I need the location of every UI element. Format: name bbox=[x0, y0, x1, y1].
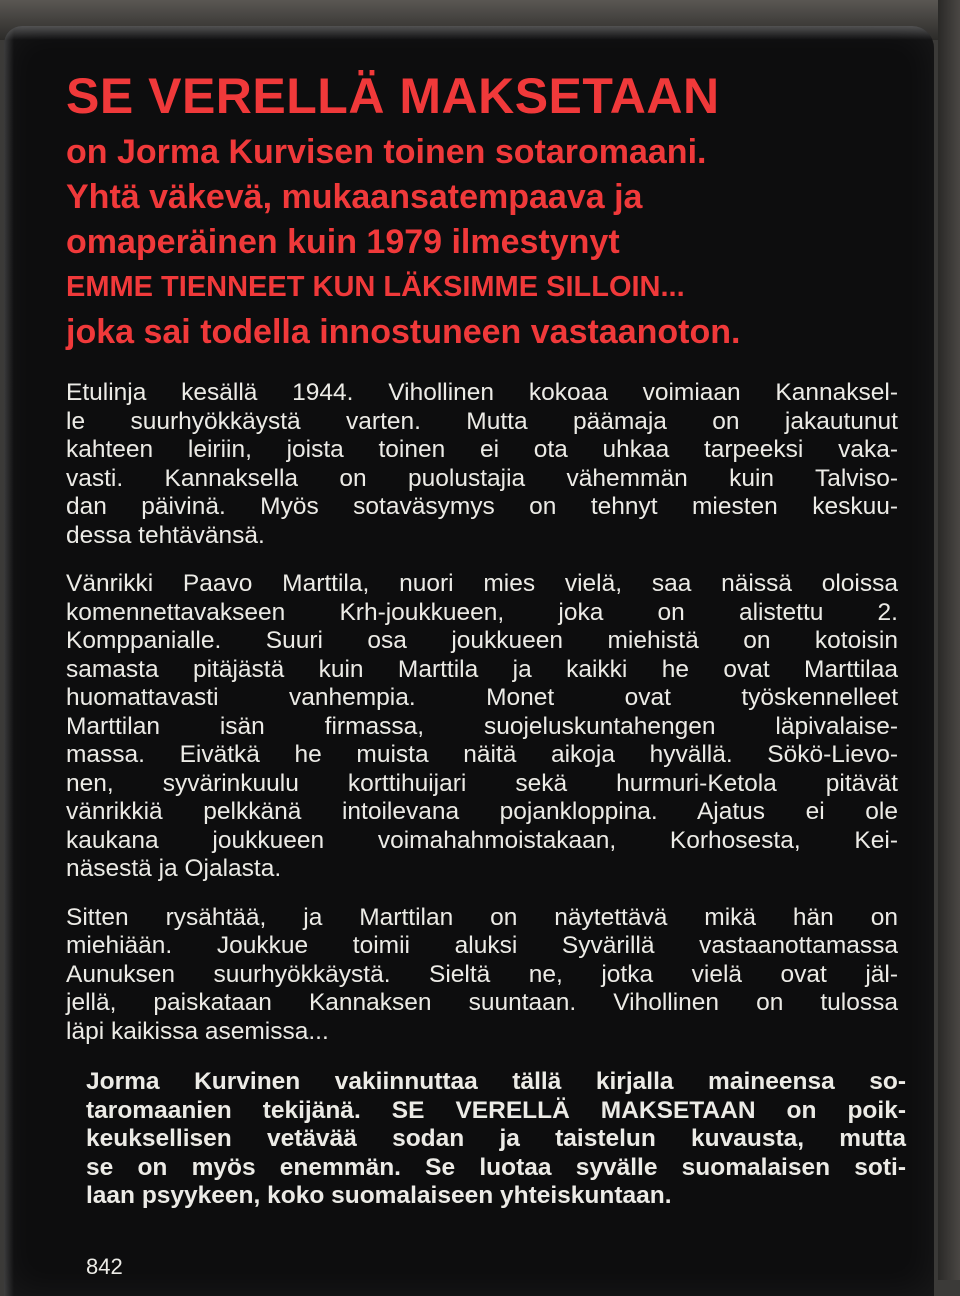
paragraph-line: Jorma Kurvinen vakiinnuttaa tällä kirjalla maineensa so- bbox=[86, 1068, 906, 1095]
paragraph-line: Aunuksen suurhyökkäystä. Sieltä ne, jotka vielä ovat jäl- bbox=[66, 960, 898, 988]
paragraph-line: Marttilan isän firmassa, suojeluskuntahengen läpivalaise- bbox=[66, 712, 898, 740]
paragraph-line: komennettavakseen Krh-joukkueen, joka on alistettu 2. bbox=[66, 598, 898, 626]
paragraph-line: kaukana joukkueen voimahahmoistakaan, Korhosesta, Kei- bbox=[66, 826, 898, 854]
paragraph-line: le suurhyökkäystä varten. Mutta päämaja on jakautunut bbox=[66, 407, 898, 435]
paragraph-line: Sitten rysähtää, ja Marttilan on näytettävä mikä hän on bbox=[66, 903, 898, 931]
paragraph-line: taromaanien tekijänä. SE VERELLÄ MAKSETAAN on poik- bbox=[86, 1096, 906, 1124]
book-title: SE VERELLÄ MAKSETAAN bbox=[66, 68, 720, 124]
paragraph-line: näsestä ja Ojalasta. bbox=[66, 855, 282, 882]
paragraph-line: se on myös enemmän. Se luotaa syvälle suomalaisen soti- bbox=[86, 1153, 906, 1181]
shelf-background-right bbox=[938, 0, 960, 1280]
intro-line: omaperäinen kuin 1979 ilmestynyt bbox=[66, 223, 620, 261]
paragraph-line: keuksellisen vetävää sodan ja taistelun kuvausta, mutta bbox=[86, 1125, 906, 1152]
paragraph-line: nen, syvärinkuulu korttihuijari sekä hurmuri-Ketola pitävät bbox=[66, 769, 898, 797]
paragraph-line: kahteen leiriin, joista toinen ei ota uhkaa tarpeeksi vaka- bbox=[66, 436, 898, 463]
intro-line: on Jorma Kurvisen toinen sotaromaani. bbox=[66, 133, 707, 171]
paragraph-line: samasta pitäjästä kuin Marttila ja kaikki he ovat Marttilaa bbox=[66, 655, 898, 683]
intro-line: Yhtä väkevä, mukaansatempaava ja bbox=[66, 178, 643, 216]
paragraph-line: massa. Eivätkä he muista näitä aikoja hyvällä. Sökö-Lievo- bbox=[66, 741, 898, 768]
paragraph-line: vänrikkiä pelkkänä intoilevana pojankloppina. Ajatus ei ole bbox=[66, 798, 898, 825]
author-blurb-paragraph bbox=[86, 1068, 906, 1211]
cover-text-block bbox=[66, 66, 906, 1211]
synopsis-paragraph-2 bbox=[66, 570, 898, 884]
intro-blurb bbox=[66, 130, 896, 355]
paragraph-line: laan psyykeen, koko suomalaiseen yhteiskuntaan. bbox=[86, 1182, 672, 1209]
synopsis-paragraph-3 bbox=[66, 904, 898, 1047]
synopsis-paragraph-1 bbox=[66, 379, 898, 550]
paragraph-line: Etulinja kesällä 1944. Vihollinen kokoaa voimiaan Kannaksel- bbox=[66, 379, 898, 406]
paragraph-line: Vänrikki Paavo Marttila, nuori mies vielä, saa näissä oloissa bbox=[66, 570, 898, 597]
paragraph-line: dan päivinä. Myös sotaväsymys on tehnyt miesten keskuu- bbox=[66, 493, 898, 520]
intro-line: joka sai todella innostuneen vastaanoton. bbox=[66, 313, 741, 351]
catalog-number: 842 bbox=[86, 1254, 123, 1279]
paragraph-line: Komppanialle. Suuri osa joukkueen miehistä on kotoisin bbox=[66, 627, 898, 654]
paragraph-line: jellä, paiskataan Kannaksen suuntaan. Vihollinen on tulossa bbox=[66, 989, 898, 1016]
previous-novel-title: EMME TIENNEET KUN LÄKSIMME SILLOIN... bbox=[66, 271, 685, 303]
cover-edge-wear-left bbox=[4, 26, 14, 1296]
book-back-cover bbox=[4, 26, 934, 1296]
paragraph-line: dessa tehtävänsä. bbox=[66, 521, 265, 549]
paragraph-line: läpi kaikissa asemissa... bbox=[66, 1017, 329, 1045]
cover-edge-wear-top bbox=[4, 26, 934, 40]
paragraph-line: vasti. Kannaksella on puolustajia vähemmän kuin Talviso- bbox=[66, 464, 898, 492]
paragraph-line: huomattavasti vanhempia. Monet ovat työskennelleet bbox=[66, 684, 898, 711]
paragraph-line: miehiään. Joukkue toimii aluksi Syvärillä vastaanottamassa bbox=[66, 932, 898, 959]
